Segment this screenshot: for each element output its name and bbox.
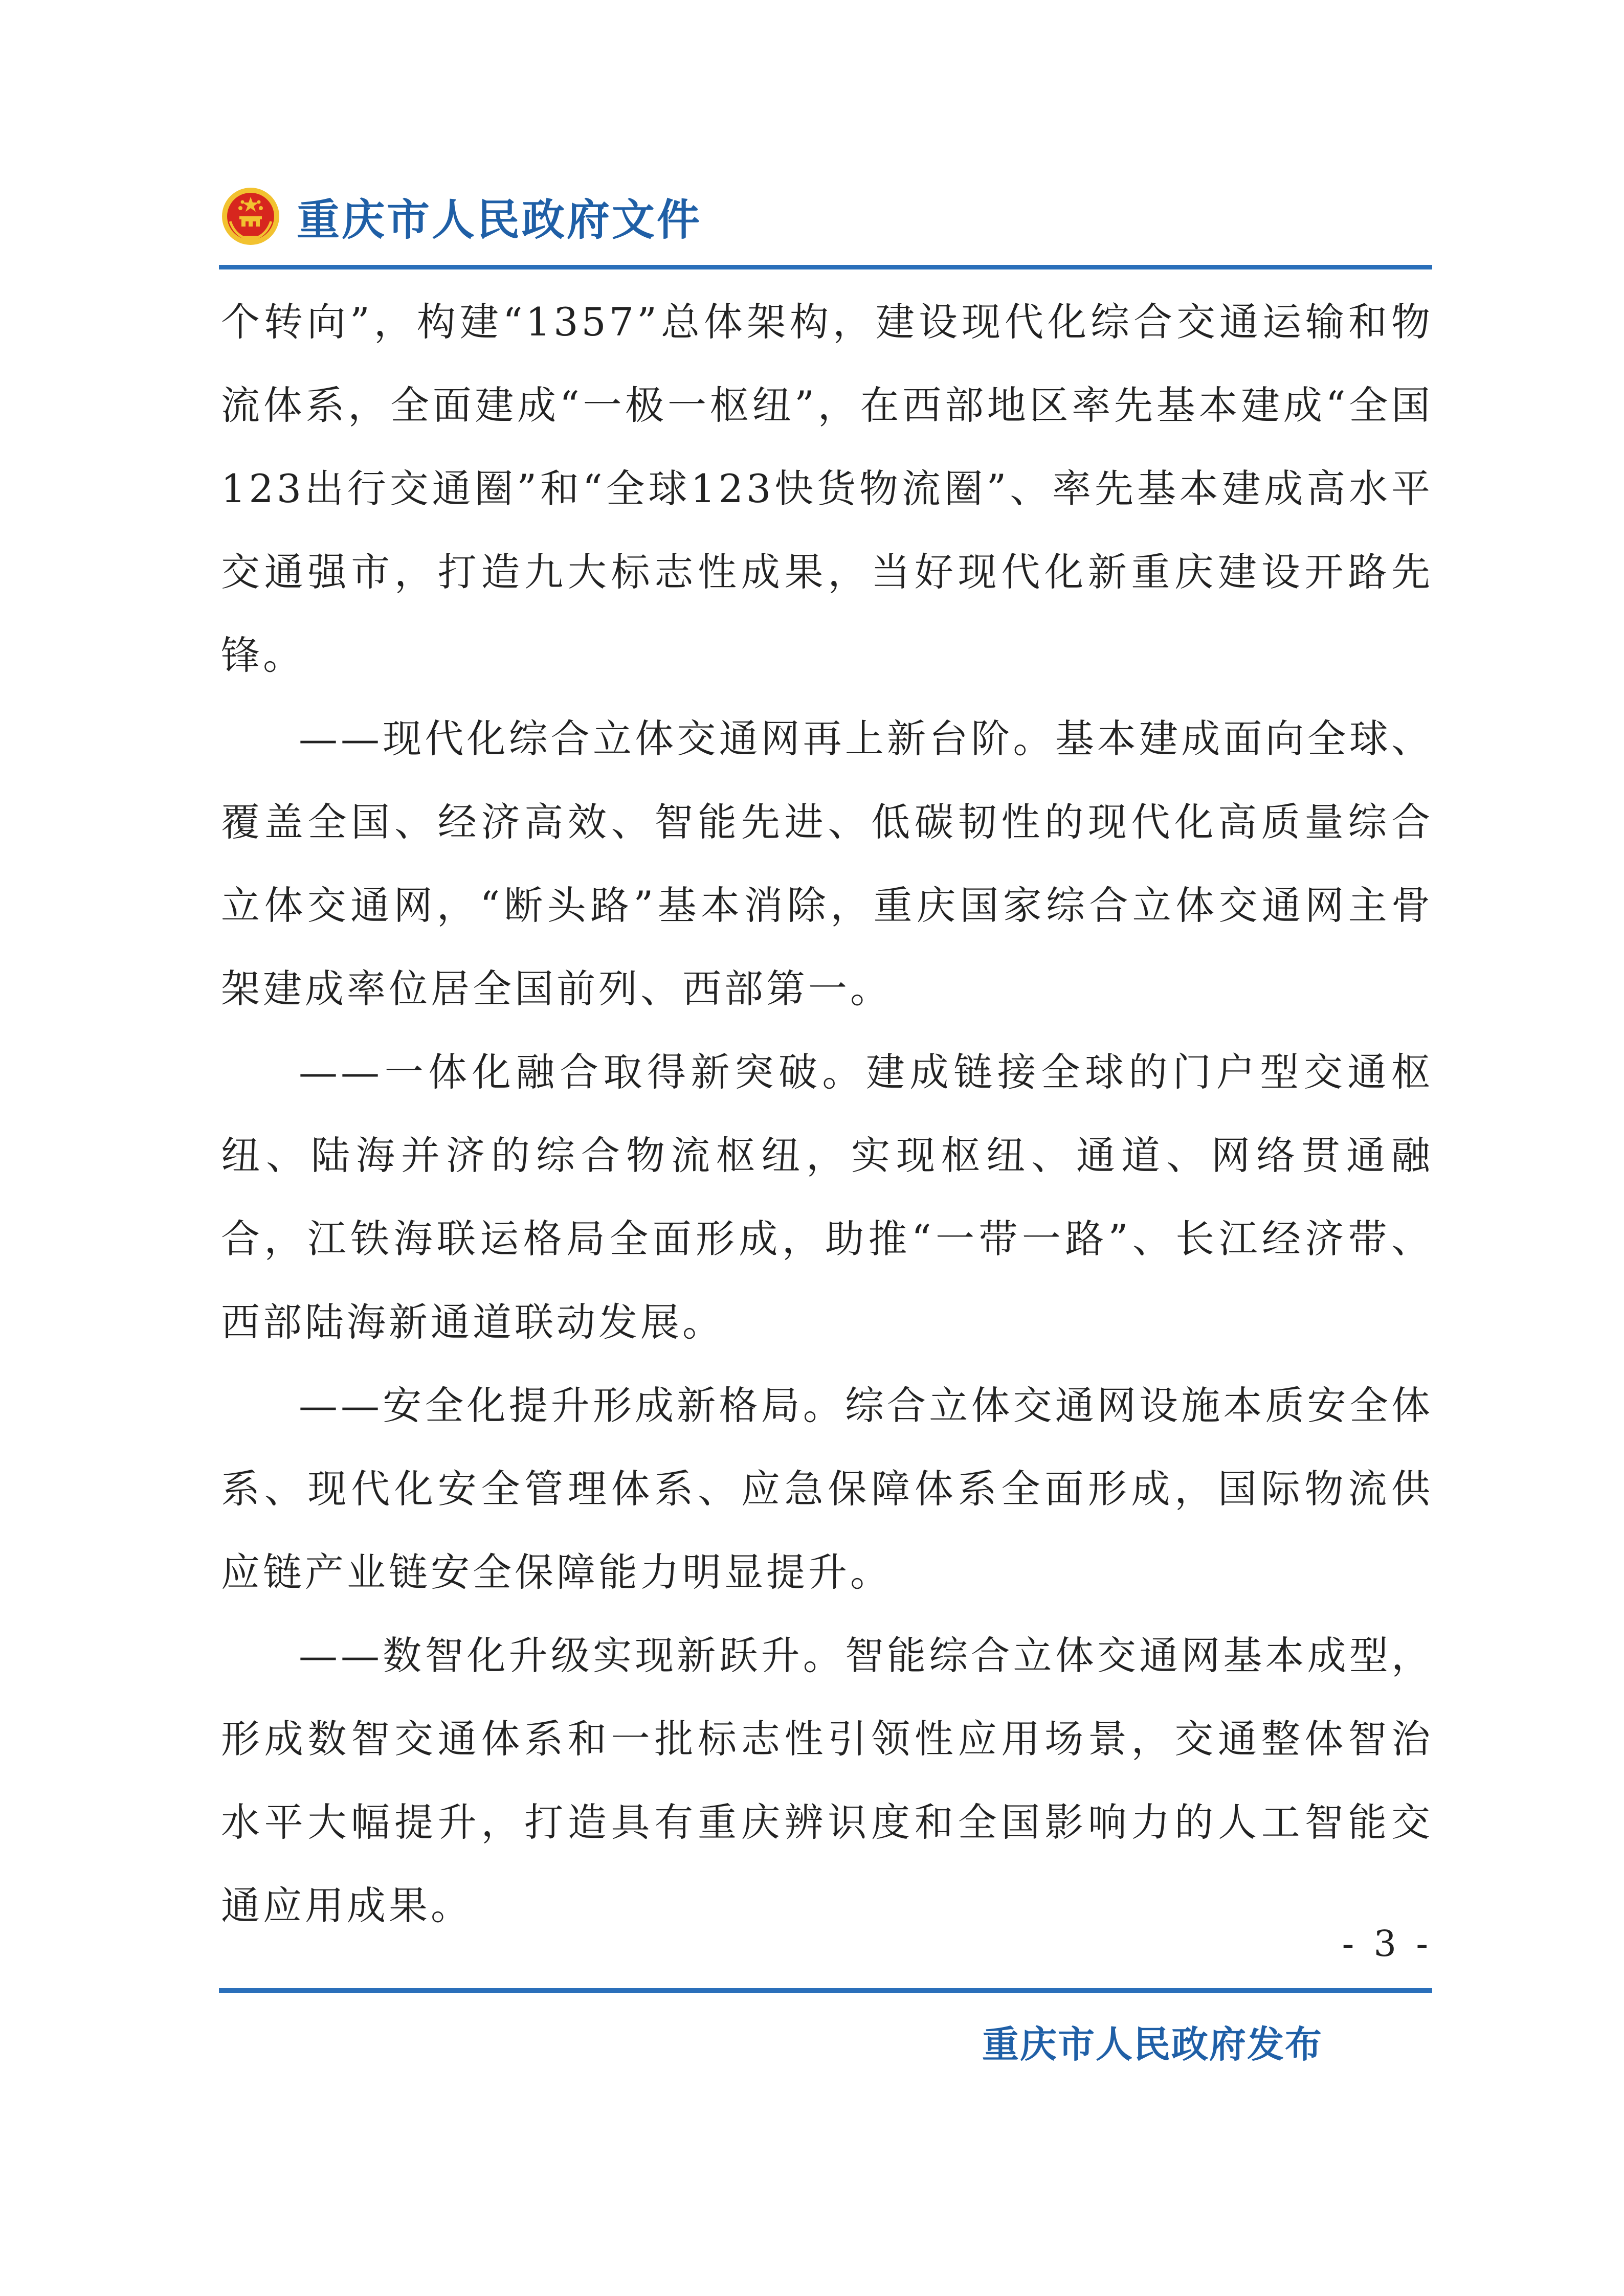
body-paragraph: ——现代化综合立体交通网再上新台阶。基本建成面向全球、覆盖全国、经济高效、智能先进、低碳韧性的现代化高质量综合立体交通网，“断头路”基本消除，重庆国家综合立体交通网主骨架建成率位居全国前列、西部第一。: [221, 716, 1433, 1011]
document-header: [220, 183, 702, 250]
body-paragraph: ——安全化提升形成新格局。综合立体交通网设施本质安全体系、现代化安全管理体系、应急保障体系全面形成，国际物流供应链产业链安全保障能力明显提升。: [221, 1383, 1433, 1595]
body-paragraph: ——数智化升级实现新跃升。智能综合立体交通网基本成型，形成数智交通体系和一批标志性引领性应用场景，交通整体智治水平大幅提升，打造具有重庆辨识度和全国影响力的人工智能交通应用成果。: [221, 1633, 1433, 1928]
publisher-footer: 重庆市人民政府发布: [982, 2023, 1323, 2066]
document-body: [221, 280, 1433, 1947]
body-paragraph: ——一体化融合取得新突破。建成链接全球的门户型交通枢纽、陆海并济的综合物流枢纽，实现枢纽、通道、网络贯通融合，江铁海联运格局全面形成，助推“一带一路”、长江经济带、西部陆海新通道联动发展。: [221, 1049, 1433, 1345]
footer-divider: [219, 1988, 1432, 1993]
document-title: 重庆市人民政府文件: [297, 194, 702, 245]
header-divider: [219, 265, 1432, 269]
national-emblem-icon: [220, 186, 281, 247]
page-number: - 3 -: [1342, 1923, 1432, 1965]
body-paragraph: 个转向”，构建“1357”总体架构，建设现代化综合交通运输和物流体系，全面建成“一极一枢纽”，在西部地区率先基本建成“全国123出行交通圈”和“全球123快货物流圈”、率先基本建成高水平交通强市，打造九大标志性成果，当好现代化新重庆建设开路先锋。: [221, 299, 1433, 678]
